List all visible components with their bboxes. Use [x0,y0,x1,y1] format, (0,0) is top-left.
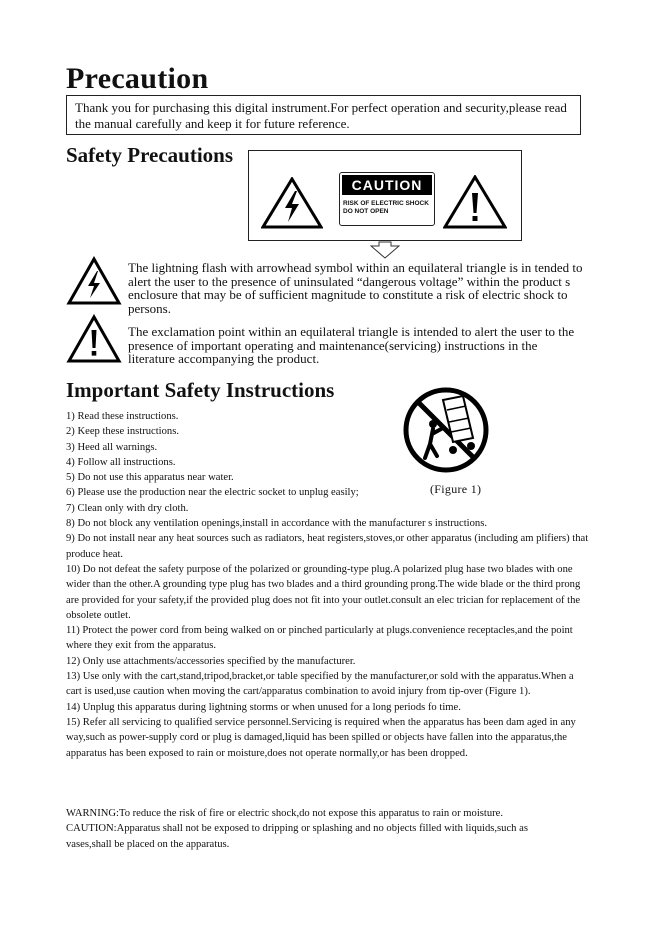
instruction-item: 10) Do not defeat the safety purpose of the polarized or grounding-type plug.A polarized plug hase two blades with one wider than the other.A grounding type plug has two blades and a third grounding prong.The wide blade or the third prong are provided for your safety,if the provided plug does not fit into your outlet.consult an elec trician for replacement of the obsolete outlet. [66,563,581,621]
lightning-warning-icon [261,177,323,229]
caution-subtext [340,195,434,216]
caution-subtext-line-1: RISK OF ELECTRIC SHOCK [343,200,429,207]
instruction-item: 12) Only use attachments/accessories specified by the manufacturer. [66,655,356,667]
safety-instructions-list [66,409,590,761]
intro-text: Thank you for purchasing this digital instrument.For perfect operation and security,please read the manual carefully and keep it for future reference. [75,100,567,131]
instruction-item: 14) Unplug this apparatus during lightning storms or when unused for a long periods fo time. [66,701,461,713]
figure-caption: (Figure 1) [430,482,482,496]
warnings-block [66,806,546,852]
instruction-item: 6) Please use the production near the electric socket to unplug easily; [66,487,359,499]
lightning-symbol-icon [66,256,122,306]
down-arrow-icon [370,241,400,259]
intro-box [66,95,581,135]
caution-text: CAUTION:Apparatus shall not be exposed to dripping or splashing and no objects filled with liquids,such as vases,shall be placed on the apparatus. [66,823,528,850]
caution-label [339,172,435,226]
caution-heading: CAUTION [342,175,432,195]
instruction-item: 7) Clean only with dry cloth. [66,502,189,514]
warning-text: WARNING:To reduce the risk of fire or electric shock,do not expose this apparatus to rain or moisture. [66,808,504,819]
instruction-item: 11) Protect the power cord from being walked on or pinched particularly at plugs.convenience receptacles,and the point where they exit from the apparatus. [66,625,573,652]
lightning-symbol-description: The lightning flash with arrowhead symbol within an equilateral triangle is in tended to alert the user to the presence of uninsulated “dangerous voltage” within the product s enclosure that may be of sufficient magnitude to constitute a risk of electric shock to persons. [128,260,583,316]
important-safety-heading: Important Safety Instructions [66,378,335,402]
instruction-item: 4) Follow all instructions. [66,456,176,468]
instruction-item: 9) Do not install near any heat sources such as radiators, heat registers,stoves,or other apparatus (including am plifiers) that produce heat. [66,533,589,560]
caution-subtext-line-2: DO NOT OPEN [343,208,389,215]
instruction-item: 15) Refer all servicing to qualified service personnel.Servicing is required when the apparatus has been dam aged in any way,such as power-supply cord or plug is damaged,liquid has been spilled or objects have fallen into the apparatus,the apparatus has been exposed to rain or moisture,does not operate normally,or has been dropped. [66,716,576,759]
exclamation-symbol-description: The exclamation point within an equilateral triangle is intended to alert the user to the presence of important operating and maintenance(servicing) instructions in the literature accompanying the product. [128,324,575,366]
caution-panel [248,150,522,241]
exclamation-warning-icon [443,175,507,229]
page-title: Precaution [66,62,209,95]
instruction-item: 13) Use only with the cart,stand,tripod,bracket,or table specified by the manufacturer,or sold with the apparatus.When a cart is used,use caution when moving the cart/apparatus combination to avoid injury from tip-over (Figure 1). [66,671,574,698]
safety-precautions-heading: Safety Precautions [66,143,234,167]
exclamation-symbol-icon [66,314,122,364]
instruction-item: 3) Heed all warnings. [66,441,158,453]
instruction-item: 8) Do not block any ventilation openings,install in accordance with the manufacturer s instructions. [66,518,487,530]
instruction-item: 1) Read these instructions. [66,411,179,422]
instruction-item: 5) Do not use this apparatus near water. [66,472,234,484]
instruction-item: 2) Keep these instructions. [66,426,179,438]
